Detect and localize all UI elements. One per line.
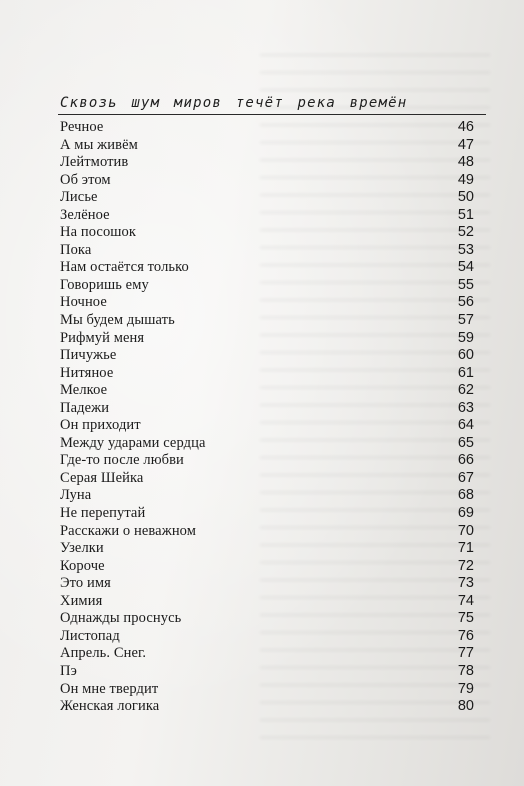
toc-entry — [60, 277, 474, 295]
toc-entry — [60, 189, 474, 207]
toc-entry-page-number: 78 — [457, 662, 474, 679]
toc-entry — [60, 330, 474, 348]
toc-entry-title: Серая Шейка — [60, 469, 144, 486]
toc-entry — [60, 347, 474, 365]
toc-entry-page-number: 61 — [457, 364, 474, 381]
toc-entry-page-number: 46 — [457, 119, 474, 135]
toc-entry — [60, 365, 474, 383]
toc-entry-title: Пэ — [60, 662, 77, 679]
toc-entry-page-number: 60 — [457, 347, 474, 364]
toc-entry-page-number: 56 — [457, 294, 474, 311]
toc-entry-title: А мы живём — [60, 136, 138, 153]
toc-entry — [60, 400, 474, 418]
toc-entry — [60, 558, 474, 576]
toc-entry-page-number: 65 — [457, 434, 474, 451]
toc-entry-title: Не перепутай — [60, 505, 146, 522]
toc-entry-title: Женская логика — [60, 698, 160, 715]
toc-entry — [60, 487, 474, 505]
toc-entry-title: Апрель. Снег. — [60, 645, 147, 662]
toc-entry-title: Речное — [60, 119, 104, 135]
toc-entry-title: Рифмуй меня — [60, 329, 145, 346]
toc-entry-title: Об этом — [60, 171, 111, 188]
toc-entry-title: Короче — [60, 557, 105, 574]
toc-entry-title: Однажды проснусь — [60, 610, 182, 627]
toc-entry-title: Где-то после любви — [60, 452, 184, 469]
toc-entry-page-number: 69 — [457, 505, 474, 522]
toc-entry — [60, 224, 474, 242]
section-header — [58, 90, 486, 115]
toc-entry-title: Мы будем дышать — [60, 312, 175, 329]
toc-entry-page-number: 79 — [457, 680, 474, 697]
toc-entry-title: Нам остаётся только — [60, 259, 189, 276]
toc-entry-title: Лисье — [60, 189, 98, 206]
toc-entry-title: На посошок — [60, 224, 137, 241]
toc-entry-title: Листопад — [60, 627, 120, 644]
toc-entry-title: Зелёное — [60, 206, 110, 223]
toc-entry — [60, 681, 474, 699]
toc-entry — [60, 645, 474, 663]
toc-entry-page-number: 53 — [457, 241, 474, 258]
toc-entry-page-number: 54 — [457, 259, 474, 276]
toc-entry-title: Это имя — [60, 575, 111, 592]
toc-entry-title: Химия — [60, 592, 103, 609]
toc-entry-page-number: 67 — [457, 469, 474, 486]
toc-entry-page-number: 49 — [457, 171, 474, 188]
toc-entry-page-number: 63 — [457, 399, 474, 416]
toc-entry — [60, 505, 474, 523]
toc-entry — [60, 523, 474, 541]
toc-entry — [60, 628, 474, 646]
toc-entry-title: Говоришь ему — [60, 276, 149, 293]
toc-entry-title: Лейтмотив — [60, 154, 129, 171]
toc-entry-page-number: 68 — [457, 487, 474, 504]
toc-entry-title: Пичужье — [60, 347, 117, 364]
toc-entry-page-number: 51 — [457, 206, 474, 223]
section-title: Сквозь шум миров течёт река времён — [60, 95, 408, 111]
toc-entry-page-number: 76 — [457, 627, 474, 644]
toc-entry — [60, 417, 474, 435]
toc-entry-page-number: 59 — [457, 329, 474, 346]
toc-entry-title: Узелки — [60, 540, 104, 557]
toc-entry — [60, 610, 474, 628]
toc-entry — [60, 435, 474, 453]
toc-entry-page-number: 64 — [457, 417, 474, 434]
toc-entry-title: Он приходит — [60, 417, 141, 434]
toc-entry — [60, 382, 474, 400]
toc-entry-page-number: 71 — [457, 540, 474, 557]
toc-entry-page-number: 62 — [457, 382, 474, 399]
toc-entry — [60, 154, 474, 172]
toc-entry — [60, 540, 474, 558]
toc-entry-page-number: 55 — [457, 276, 474, 293]
toc-entry — [60, 137, 474, 155]
toc-entry — [60, 119, 474, 137]
toc-entry-page-number: 72 — [457, 557, 474, 574]
toc-entry — [60, 663, 474, 681]
toc-entry-title: Пока — [60, 241, 92, 258]
toc-entry — [60, 575, 474, 593]
toc-entry-page-number: 47 — [457, 136, 474, 153]
toc-entry — [60, 259, 474, 277]
toc-entry-title: Расскажи о неважном — [60, 522, 197, 539]
toc-entry-title: Луна — [60, 487, 92, 504]
toc-entry — [60, 470, 474, 488]
toc-entry-page-number: 52 — [457, 224, 474, 241]
toc-entry-title: Падежи — [60, 399, 110, 416]
toc-entry-title: Ночное — [60, 294, 107, 311]
table-of-contents — [60, 119, 474, 716]
toc-entry-page-number: 75 — [457, 610, 474, 627]
toc-entry-page-number: 66 — [457, 452, 474, 469]
toc-entry — [60, 207, 474, 225]
toc-entry-page-number: 80 — [457, 698, 474, 715]
toc-entry-page-number: 70 — [457, 522, 474, 539]
toc-entry-page-number: 73 — [457, 575, 474, 592]
toc-entry — [60, 698, 474, 716]
toc-entry-page-number: 48 — [457, 154, 474, 171]
toc-entry — [60, 242, 474, 260]
toc-entry — [60, 172, 474, 190]
toc-entry — [60, 312, 474, 330]
toc-entry-title: Мелкое — [60, 382, 108, 399]
toc-entry — [60, 593, 474, 611]
toc-entry-page-number: 57 — [457, 312, 474, 329]
toc-entry — [60, 452, 474, 470]
toc-entry-title: Между ударами сердца — [60, 434, 206, 451]
toc-entry-page-number: 77 — [457, 645, 474, 662]
toc-entry-title: Нитяное — [60, 364, 114, 381]
toc-entry-page-number: 74 — [457, 592, 474, 609]
toc-entry — [60, 294, 474, 312]
toc-entry-title: Он мне твердит — [60, 680, 159, 697]
toc-entry-page-number: 50 — [457, 189, 474, 206]
